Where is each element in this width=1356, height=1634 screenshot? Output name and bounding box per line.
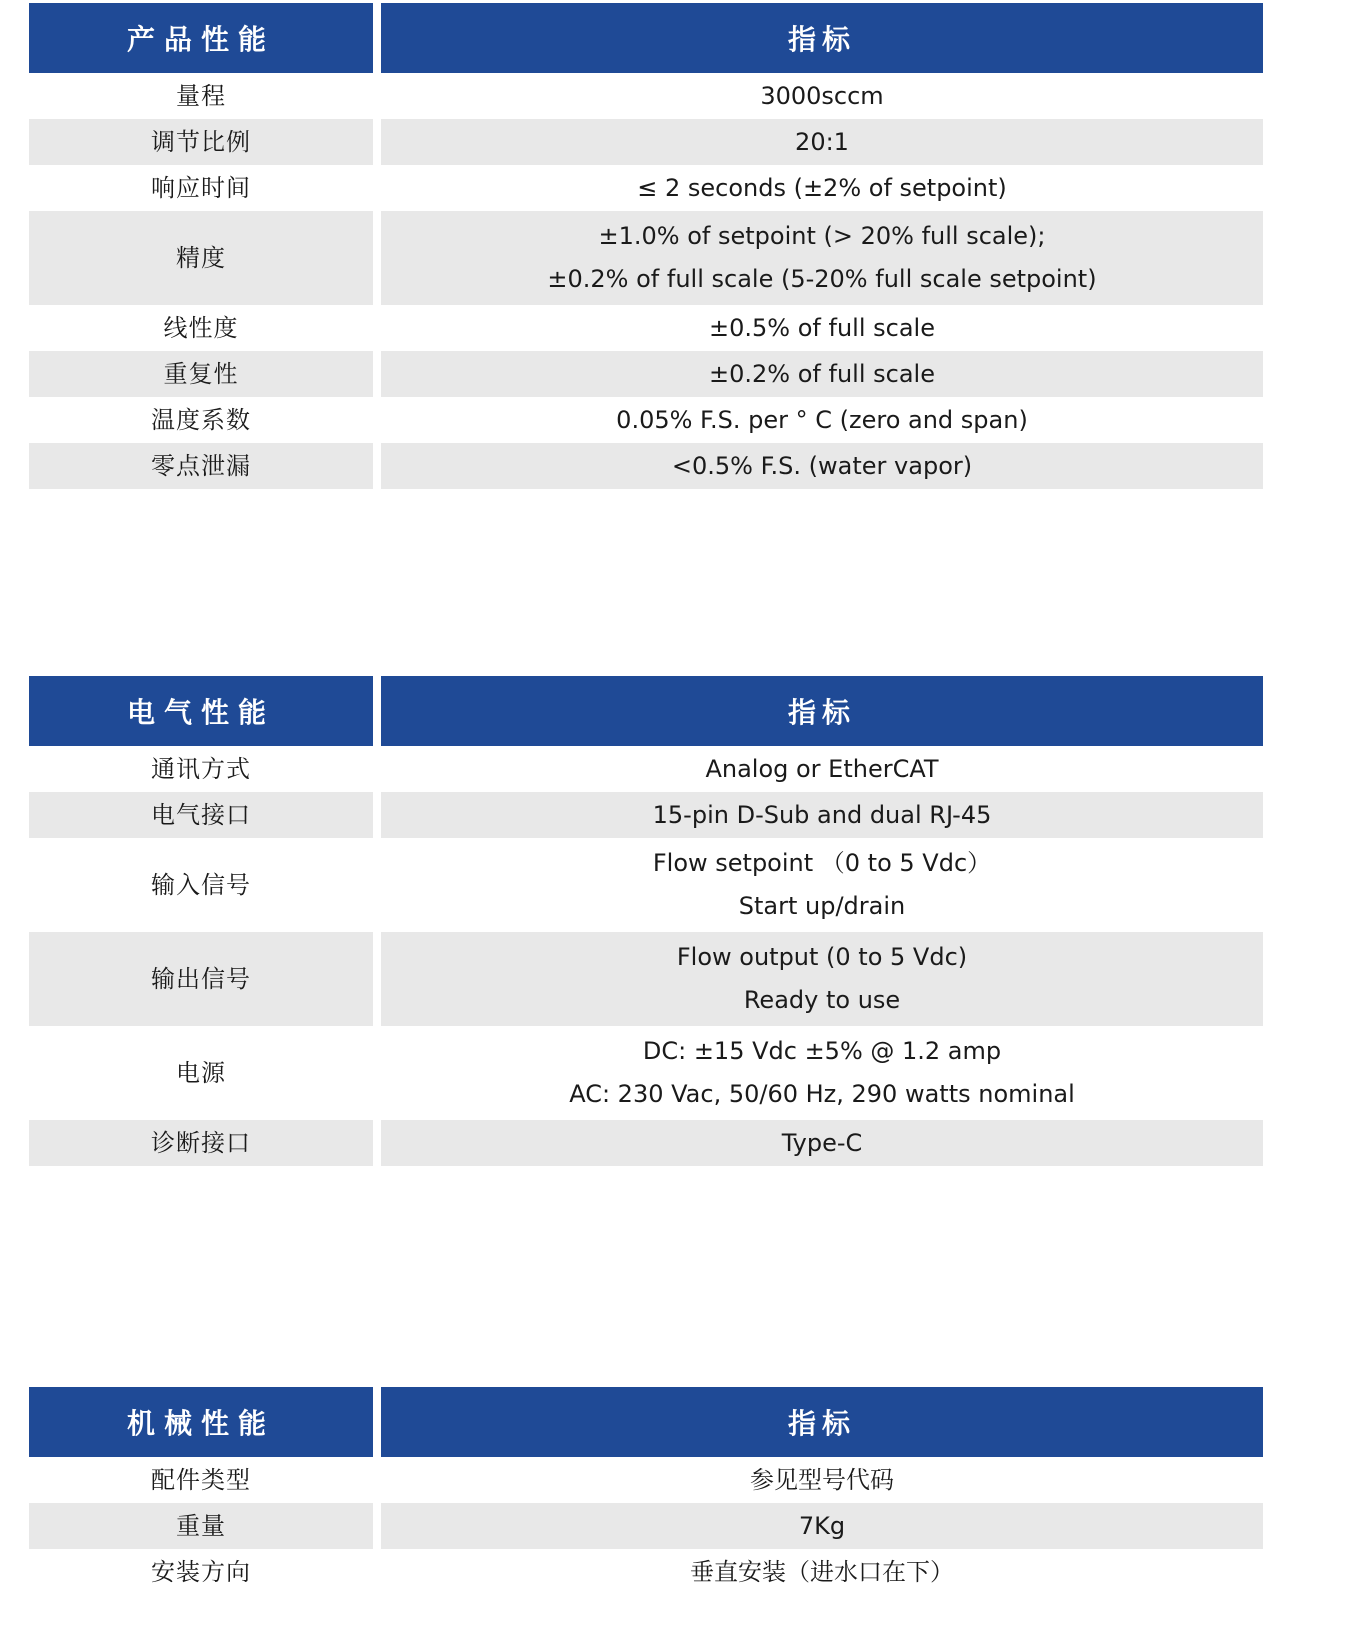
table-header	[29, 3, 1263, 73]
row-value	[381, 1503, 1263, 1549]
row-label: 输入信号	[151, 870, 251, 899]
table-row	[29, 119, 1263, 165]
value-line: Flow setpoint （0 to 5 Vdc）	[652, 849, 992, 877]
table-row	[29, 305, 1263, 351]
value-line: 垂直安装（进水口在下）	[690, 1557, 954, 1586]
category-header: 机械性能	[29, 1387, 373, 1457]
row-value	[381, 119, 1263, 165]
row-value	[381, 1457, 1263, 1503]
row-label: 电源	[176, 1058, 226, 1087]
value-line: 0.05% F.S. per ° C (zero and span)	[616, 405, 1028, 434]
table-row	[29, 443, 1263, 489]
table-header	[29, 676, 1263, 746]
table-row	[29, 1503, 1263, 1549]
table-row	[29, 932, 1263, 1026]
row-label: 零点泄漏	[29, 443, 373, 489]
value-line: AC: 230 Vac, 50/60 Hz, 290 watts nominal	[569, 1080, 1075, 1108]
value-line: Type-C	[781, 1128, 863, 1157]
category-header: 产品性能	[29, 3, 373, 73]
table-row	[29, 1026, 1263, 1120]
row-label: 精度	[29, 211, 373, 305]
value-line: Start up/drain	[738, 892, 906, 920]
row-value	[381, 932, 1263, 1026]
row-label: 电气接口	[29, 792, 373, 838]
value-line: Analog or EtherCAT	[705, 754, 939, 783]
row-value	[381, 397, 1263, 443]
row-value	[381, 73, 1263, 119]
value-line: ≤ 2 seconds (±2% of setpoint)	[637, 173, 1007, 202]
row-value	[381, 305, 1263, 351]
metric-header: 指标	[381, 3, 1263, 73]
row-value	[381, 838, 1263, 932]
table-header	[29, 1387, 1263, 1457]
value-line: Ready to use	[743, 986, 901, 1014]
row-value	[381, 1549, 1263, 1595]
product-performance-table	[29, 3, 1263, 489]
row-label: 安装方向	[151, 1557, 251, 1586]
row-label: 调节比例	[29, 119, 373, 165]
row-label: 响应时间	[151, 173, 251, 202]
value-line: <0.5% F.S. (water vapor)	[671, 451, 973, 480]
table-row	[29, 792, 1263, 838]
table-row	[29, 397, 1263, 443]
table-row	[29, 1549, 1263, 1595]
metric-header: 指标	[381, 1387, 1263, 1457]
row-value	[381, 211, 1263, 305]
row-value	[381, 443, 1263, 489]
value-line: Flow output (0 to 5 Vdc)	[676, 943, 968, 971]
value-line: 3000sccm	[760, 81, 884, 110]
table-row	[29, 1120, 1263, 1166]
value-line: ±1.0% of setpoint (> 20% full scale);	[598, 222, 1046, 250]
value-line: 20:1	[795, 127, 849, 156]
value-line: ±0.5% of full scale	[709, 313, 935, 342]
value-line: 15-pin D-Sub and dual RJ-45	[652, 800, 992, 829]
table-row	[29, 838, 1263, 932]
table-row	[29, 211, 1263, 305]
row-label: 重量	[29, 1503, 373, 1549]
metric-header: 指标	[381, 676, 1263, 746]
row-value	[381, 1026, 1263, 1120]
row-label: 重复性	[29, 351, 373, 397]
value-line: 7Kg	[798, 1511, 846, 1540]
row-label: 诊断接口	[29, 1120, 373, 1166]
table-row	[29, 1457, 1263, 1503]
category-header: 电气性能	[29, 676, 373, 746]
table-row	[29, 746, 1263, 792]
value-line: ±0.2% of full scale (5-20% full scale setpoint)	[547, 265, 1097, 293]
row-label: 通讯方式	[151, 754, 251, 783]
table-row	[29, 351, 1263, 397]
row-label: 线性度	[163, 313, 239, 342]
row-label: 量程	[176, 81, 226, 110]
table-row	[29, 165, 1263, 211]
table-row	[29, 73, 1263, 119]
value-line: DC: ±15 Vdc ±5% @ 1.2 amp	[642, 1037, 1002, 1065]
row-value	[381, 165, 1263, 211]
row-label: 温度系数	[151, 405, 251, 434]
value-line: 参见型号代码	[750, 1465, 894, 1494]
electrical-performance-table	[29, 676, 1263, 1166]
row-label: 输出信号	[29, 932, 373, 1026]
row-value	[381, 1120, 1263, 1166]
row-value	[381, 792, 1263, 838]
mechanical-performance-table	[29, 1387, 1263, 1595]
value-line: ±0.2% of full scale	[709, 359, 935, 388]
row-value	[381, 746, 1263, 792]
row-value	[381, 351, 1263, 397]
row-label: 配件类型	[151, 1465, 251, 1494]
